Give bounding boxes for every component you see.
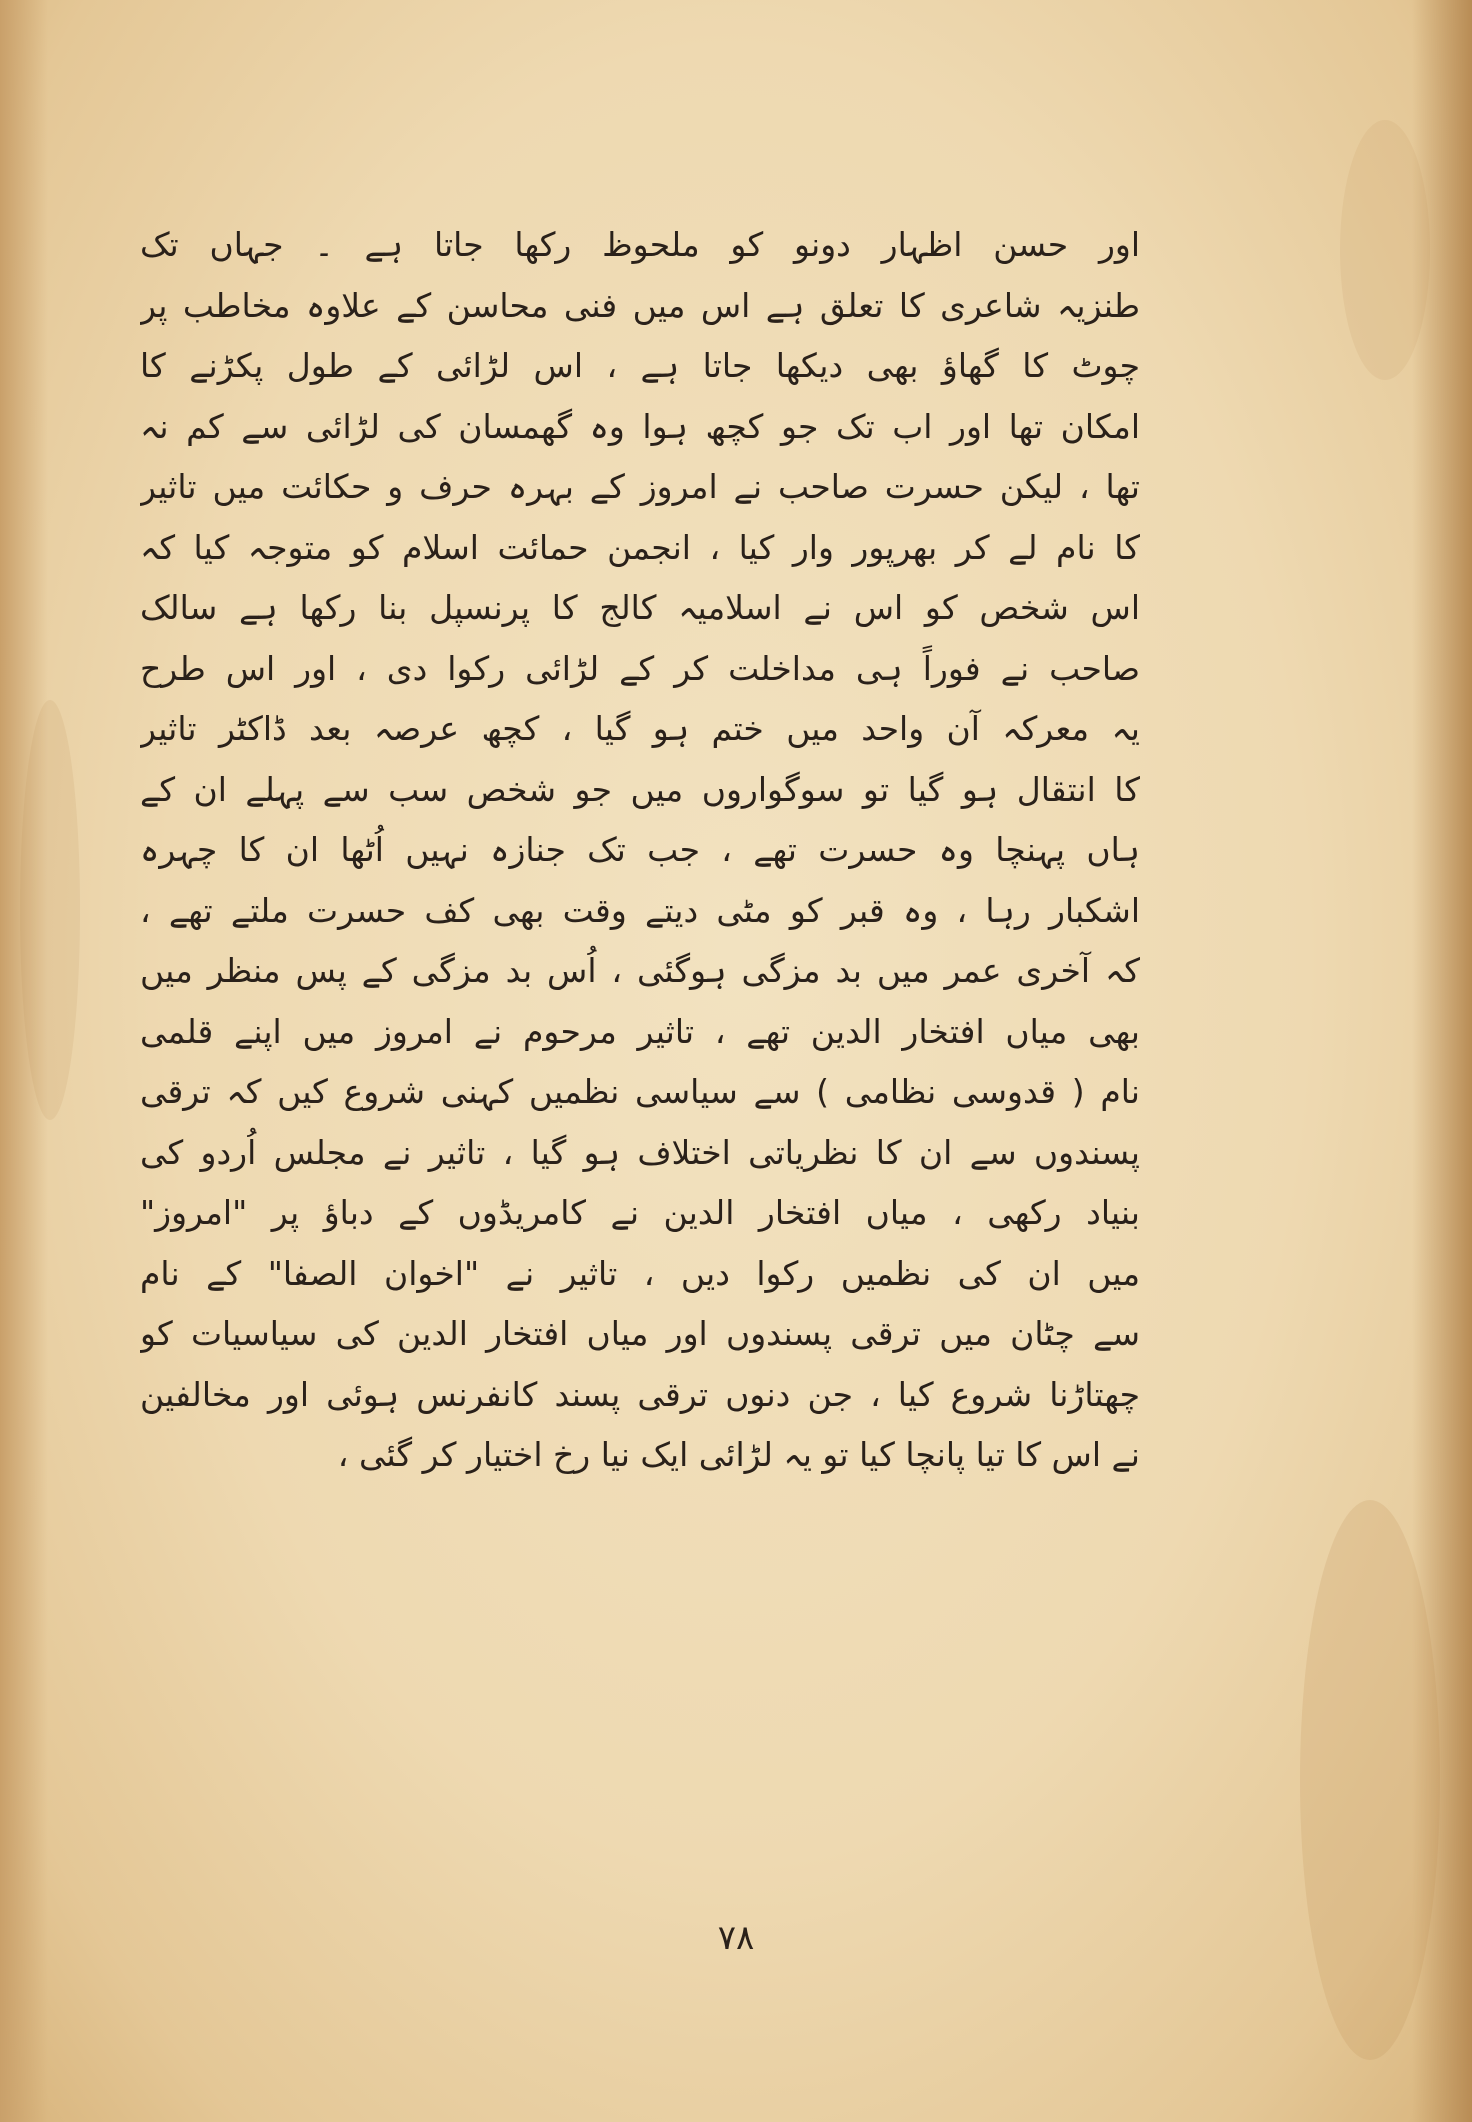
text-line: نے اس کا تیا پانچا کیا تو یہ لڑائی ایک نیا رخ اختیار کر گئی ، [337, 1435, 1140, 1474]
paper-stain [1340, 120, 1430, 380]
paper-stain [1300, 1500, 1440, 2060]
text-line: طنزیہ شاعری کا تعلق ہے اس میں فنی محاسن کے علاوہ مخاطب پر [140, 285, 1140, 325]
paper-stain [20, 700, 80, 1120]
text-line: اشکبار رہا ، وہ قبر کو مٹی دیتے وقت بھی کف حسرت ملتے تھے ، [140, 890, 1140, 930]
text-line: کا نام لے کر بھرپور وار کیا ، انجمن حمائت اسلام کو متوجہ کیا کہ [140, 527, 1140, 567]
text-line: کہ آخری عمر میں بد مزگی ہوگئی ، اُس بد مزگی کے پس منظر میں [140, 951, 1140, 990]
text-line: بھی میاں افتخار الدین تھے ، تاثیر مرحوم نے امروز میں اپنے قلمی [140, 1011, 1140, 1051]
text-line: چھتاڑنا شروع کیا ، جن دنوں ترقی پسند کانفرنس ہوئی اور مخالفین [140, 1374, 1140, 1414]
text-line: اس شخص کو اس نے اسلامیہ کالج کا پرنسپل بنا رکھا ہے سالک [140, 588, 1140, 627]
text-line: تھا ، لیکن حسرت صاحب نے امروز کے بہرہ حرف و حکائت میں تاثیر [140, 467, 1140, 506]
text-line: امکان تھا اور اب تک جو کچھ ہوا وہ گھمسان کی لڑائی سے کم نہ [140, 406, 1140, 446]
text-line: صاحب نے فوراً ہی مداخلت کر کے لڑائی رکوا دی ، اور اس طرح [140, 648, 1140, 688]
text-line: نام ( قدوسی نظامی ) سے سیاسی نظمیں کہنی شروع کیں کہ ترقی [140, 1072, 1140, 1111]
text-line: میں ان کی نظمیں رکوا دیں ، تاثیر نے "اخوان الصفا" کے نام [140, 1253, 1140, 1293]
text-line: سے چٹان میں ترقی پسندوں اور میاں افتخار الدین کی سیاسیات کو [140, 1314, 1140, 1353]
text-line: پسندوں سے ان کا نظریاتی اختلاف ہو گیا ، تاثیر نے مجلس اُردو کی [140, 1132, 1140, 1172]
text-line: اور حسن اظہار دونو کو ملحوظ رکھا جاتا ہے ۔ جہاں تک [140, 225, 1140, 264]
text-line: کا انتقال ہو گیا تو سوگواروں میں جو شخص سب سے پہلے ان کے [140, 769, 1140, 809]
text-line: یہ معرکہ آن واحد میں ختم ہو گیا ، کچھ عرصہ بعد ڈاکٹر تاثیر [140, 709, 1140, 748]
page-number: ۷۸ [717, 1918, 755, 1958]
text-line: چوٹ کا گھاؤ بھی دیکھا جاتا ہے ، اس لڑائی کے طول پکڑنے کا [140, 346, 1140, 385]
text-line: ہاں پہنچا وہ حسرت تھے ، جب تک جنازہ نہیں اُٹھا ان کا چہرہ [140, 830, 1140, 869]
body-text [140, 215, 1140, 1486]
text-line: بنیاد رکھی ، میاں افتخار الدین نے کامریڈوں کے دباؤ پر "امروز" [140, 1193, 1140, 1232]
